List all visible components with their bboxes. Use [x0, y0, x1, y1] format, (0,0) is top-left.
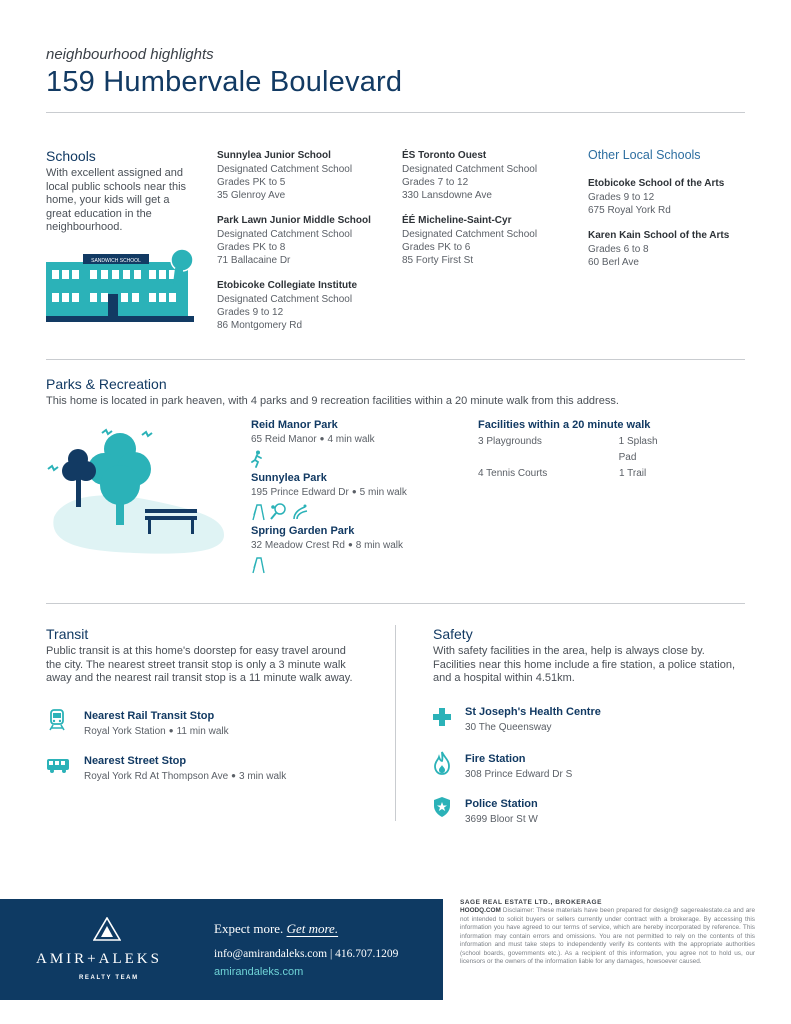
police-badge-icon — [434, 797, 450, 822]
school-grades: Grades PK to 6 — [402, 242, 471, 253]
place-address: 308 Prince Edward Dr S — [465, 769, 573, 780]
vertical-divider — [395, 625, 396, 821]
brand-name: AMIR+ALEKS — [36, 951, 162, 967]
school-entry — [217, 214, 387, 267]
stop-walk: 3 min walk — [239, 771, 287, 782]
website-link[interactable]: amirandaleks.com — [214, 966, 304, 978]
hospital-cross-icon — [433, 708, 451, 731]
park-walk: 4 min walk — [327, 434, 375, 445]
school-name: ÉS Toronto Ouest — [402, 150, 487, 161]
schools-description: With excellent assigned and local public schools near this home, your kids will get a great education in the neighbourhood. — [46, 167, 187, 234]
school-column-1 — [217, 149, 387, 332]
school-entry — [217, 149, 387, 202]
school-address: 330 Lansdowne Ave — [402, 190, 492, 201]
school-entry — [402, 214, 572, 267]
school-column-2 — [402, 149, 572, 267]
train-icon — [48, 709, 66, 736]
facility-item: 1 Trail — [619, 468, 647, 479]
footer-banner — [0, 899, 443, 1000]
facility-row — [478, 434, 678, 466]
divider — [46, 112, 745, 113]
park-name: Spring Garden Park — [251, 525, 355, 537]
separator-dot: ● — [319, 434, 325, 443]
school-grades: Grades 9 to 12 — [217, 307, 284, 318]
separator-dot: ● — [347, 540, 353, 549]
playground-icon — [251, 503, 265, 521]
school-entry — [217, 279, 387, 332]
stop-name: Royal York Station — [84, 726, 166, 737]
divider — [46, 603, 745, 604]
stop-walk: 11 min walk — [176, 726, 229, 737]
facility-item: 3 Playgrounds — [478, 436, 542, 447]
safety-description: With safety facilities in the area, help is always close by. Facilities near this home include a fire station, a police station, and a hospital within 4.51km. — [433, 645, 736, 685]
park-street: 32 Meadow Crest Rd — [251, 540, 345, 551]
park-illustration — [44, 425, 226, 557]
park-list — [251, 419, 461, 574]
other-schools-heading: Other Local Schools — [588, 148, 701, 162]
school-name: Etobicoke Collegiate Institute — [217, 280, 358, 291]
school-entry — [588, 177, 748, 217]
parks-description: This home is located in park heaven, with 4 parks and 9 recreation facilities within a 20 minute walk from this address. — [46, 395, 619, 407]
safety-place — [465, 798, 538, 825]
separator-dot: ● — [351, 487, 357, 496]
school-grades: Grades PK to 5 — [217, 177, 286, 188]
school-address: 71 Ballacaine Dr — [217, 255, 291, 266]
flame-icon — [434, 751, 450, 780]
safety-place — [465, 753, 572, 780]
stop-title: Nearest Rail Transit Stop — [84, 710, 215, 722]
school-address: 675 Royal York Rd — [588, 205, 671, 216]
school-type: Designated Catchment School — [217, 164, 353, 175]
separator-dot: ● — [168, 726, 174, 735]
school-name: Karen Kain School of the Arts — [588, 230, 730, 241]
tennis-icon — [269, 503, 287, 521]
school-grades: Grades 6 to 8 — [588, 244, 649, 255]
park-address — [251, 487, 461, 498]
school-address: 85 Forty First St — [402, 255, 474, 266]
school-address: 86 Montgomery Rd — [217, 320, 303, 331]
park-address — [251, 540, 461, 551]
stop-detail — [84, 771, 286, 782]
school-grades: Grades 7 to 12 — [402, 177, 469, 188]
facilities-heading: Facilities within a 20 minute walk — [478, 419, 651, 431]
park-street: 65 Reid Manor — [251, 434, 317, 445]
school-name: ÉÉ Micheline-Saint-Cyr — [402, 215, 512, 226]
school-name: Park Lawn Junior Middle School — [217, 215, 371, 226]
tagline-emphasis: Get more. — [286, 921, 339, 936]
facility-row — [478, 466, 678, 482]
school-type: Designated Catchment School — [217, 229, 353, 240]
transit-heading: Transit — [46, 626, 89, 642]
place-address: 3699 Bloor St W — [465, 814, 538, 825]
divider — [46, 359, 745, 360]
facility-item: 4 Tennis Courts — [478, 468, 548, 479]
stop-name: Royal York Rd At Thompson Ave — [84, 771, 229, 782]
disclaimer-text: Disclaimer: These materials have been prepared for design@ sagerealestate.ca and are not intended to solicit buyers or sellers currently under contract with a brokerage. By accessing this information you have agreed to our terms of service, which are hereby incorporated by reference. This information may contain errors and omissions. You are not permitted to rely on the contents of this information and must take steps to independently verify its contents with the appropriate authorities (school boards, governments etc.). As a recipient of this information, you agree not to hold us, our licensors or the owners of the information liable for any damages, howsoever caused. — [460, 907, 755, 965]
school-illustration — [46, 248, 194, 326]
facility-item: 1 Splash Pad — [618, 436, 658, 463]
place-address: 30 The Queensway — [465, 722, 552, 733]
park-name: Sunnylea Park — [251, 472, 327, 484]
parks-heading: Parks & Recreation — [46, 376, 167, 392]
park-walk: 8 min walk — [355, 540, 404, 551]
school-name: Etobicoke School of the Arts — [588, 178, 725, 189]
park-walk: 5 min walk — [359, 487, 407, 498]
park-entry — [251, 419, 461, 472]
disclaimer-lead: HOODQ.COM — [460, 907, 501, 914]
school-type: Designated Catchment School — [402, 164, 538, 175]
transit-stop — [84, 755, 286, 782]
transit-description: Public transit is at this home's doorstep for easy travel around the city. The nearest street transit stop is only a 3 minute walk away and the nearest rail transit stop is a 11 minute walk away. — [46, 645, 353, 685]
place-title: St Joseph's Health Centre — [465, 706, 601, 718]
park-name: Reid Manor Park — [251, 419, 338, 431]
school-grades: Grades PK to 8 — [217, 242, 286, 253]
runner-icon — [251, 450, 263, 468]
school-type: Designated Catchment School — [402, 229, 538, 240]
park-amenity-icons — [251, 503, 461, 521]
school-entry — [588, 229, 748, 269]
tagline — [214, 921, 338, 937]
school-type: Designated Catchment School — [217, 294, 353, 305]
splash-pad-icon — [291, 503, 309, 521]
park-entry — [251, 525, 461, 574]
place-title: Fire Station — [465, 753, 526, 765]
contact-info[interactable]: info@amirandaleks.com | 416.707.1209 — [214, 948, 399, 960]
safety-place — [465, 706, 601, 733]
brokerage-name: SAGE REAL ESTATE LTD., BROKERAGE — [460, 899, 602, 906]
other-schools-list — [588, 177, 748, 269]
school-address: 35 Glenroy Ave — [217, 190, 286, 201]
facilities-list — [478, 434, 678, 482]
school-address: 60 Berl Ave — [588, 257, 639, 268]
transit-stop — [84, 710, 229, 737]
disclaimer — [460, 907, 755, 967]
playground-icon — [251, 556, 265, 574]
park-street: 195 Prince Edward Dr — [251, 487, 349, 498]
brand-team: REALTY TEAM — [79, 975, 139, 981]
school-entry — [402, 149, 572, 202]
schools-heading: Schools — [46, 148, 96, 164]
school-name: Sunnylea Junior School — [217, 150, 331, 161]
safety-heading: Safety — [433, 626, 473, 642]
page-title: 159 Humbervale Boulevard — [46, 66, 403, 98]
park-amenity-icons — [251, 450, 461, 468]
park-amenity-icons — [251, 556, 461, 574]
park-entry — [251, 472, 461, 525]
park-address — [251, 434, 461, 445]
brand-logo-icon — [93, 917, 121, 946]
place-title: Police Station — [465, 798, 538, 810]
stop-detail — [84, 726, 229, 737]
school-grades: Grades 9 to 12 — [588, 192, 655, 203]
separator-dot: ● — [231, 771, 237, 780]
school-sign: SANDWICH SCHOOL — [91, 258, 141, 264]
stop-title: Nearest Street Stop — [84, 755, 187, 767]
tagline-plain: Expect more. — [214, 921, 284, 936]
page-subtitle: neighbourhood highlights — [46, 46, 214, 63]
bus-icon — [46, 758, 70, 779]
